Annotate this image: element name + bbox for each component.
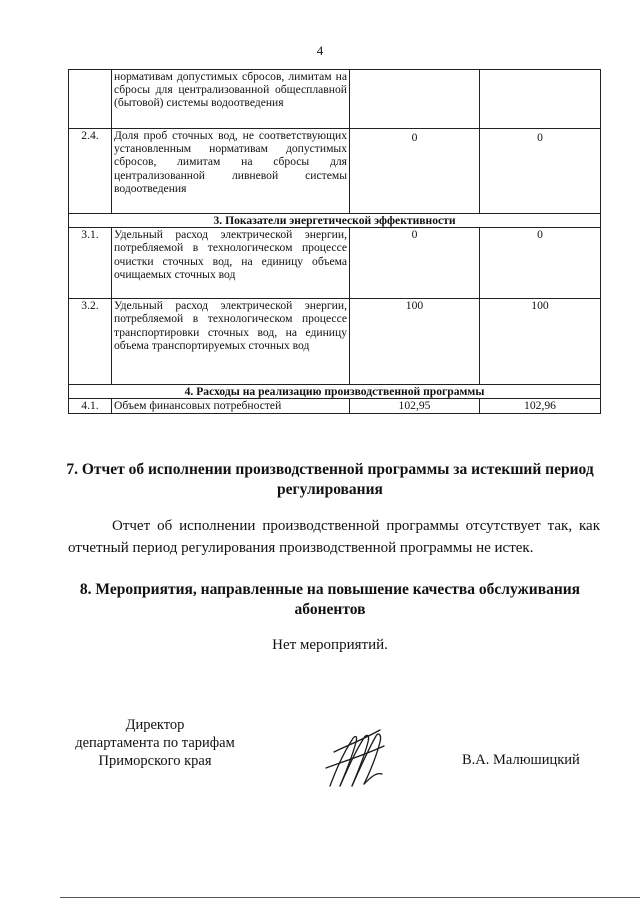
row-description: Доля проб сточных вод, не соответствующих установленным нормативам допустимых сбросов, лимитам на сбросы для централизованной ливневой системы водоотведения — [112, 129, 350, 214]
page-bottom-rule — [60, 897, 640, 898]
row-value-2 — [480, 70, 601, 129]
row-number: 3.2. — [69, 299, 112, 385]
row-value-2: 0 — [480, 129, 601, 214]
row-number: 3.1. — [69, 228, 112, 299]
position-line: Директор — [125, 717, 185, 733]
row-value-1: 0 — [350, 228, 480, 299]
section-7-text: Отчет об исполнении производственной программы отсутствует так, как отчетный период регулирования производственной программы не истек. — [68, 518, 600, 556]
table-row — [69, 299, 601, 385]
section-row — [69, 385, 601, 399]
row-value-2: 100 — [480, 299, 601, 385]
row-number — [69, 70, 112, 129]
row-value-2: 102,96 — [480, 399, 601, 413]
row-description: Объем финансовых потребностей — [112, 399, 350, 413]
signatory-name: В.А. Малюшицкий — [462, 752, 580, 768]
handwritten-signature — [322, 722, 392, 792]
row-value-2: 0 — [480, 228, 601, 299]
section-title: 4. Расходы на реализацию производственной программы — [69, 385, 601, 399]
section-8-heading: 8. Мероприятия, направленные на повышение качества обслуживания абонентов — [79, 581, 581, 618]
page-number: 4 — [316, 43, 324, 58]
section-title: 3. Показатели энергетической эффективности — [69, 214, 601, 228]
row-value-1: 0 — [350, 129, 480, 214]
row-description: нормативам допустимых сбросов, лимитам на сбросы для централизованной общесплавной (бытовой) системы водоотведения — [112, 70, 350, 129]
position-line: департамента по тарифам — [75, 735, 235, 751]
position-line: Приморского края — [98, 753, 212, 769]
row-value-1 — [350, 70, 480, 129]
signatory-position — [60, 716, 250, 770]
row-description: Удельный расход электрической энергии, потребляемой в технологическом процессе очистки сточных вод, на единицу объема очищаемых сточных вод — [112, 228, 350, 299]
table-row — [69, 129, 601, 214]
row-description: Удельный расход электрической энергии, потребляемой в технологическом процессе транспортировки сточных вод, на единицу объема транспортируемых сточных вод — [112, 299, 350, 385]
table-row — [69, 399, 601, 413]
indicators-table — [68, 69, 601, 414]
table-row — [69, 70, 601, 129]
row-value-1: 102,95 — [350, 399, 480, 413]
table-row — [69, 228, 601, 299]
row-value-1: 100 — [350, 299, 480, 385]
section-7-heading: 7. Отчет об исполнении производственной программы за истекший период регулирования — [66, 461, 594, 498]
row-number: 2.4. — [69, 129, 112, 214]
row-number: 4.1. — [69, 399, 112, 413]
section-8-text: Нет мероприятий. — [272, 637, 388, 653]
section-row — [69, 214, 601, 228]
